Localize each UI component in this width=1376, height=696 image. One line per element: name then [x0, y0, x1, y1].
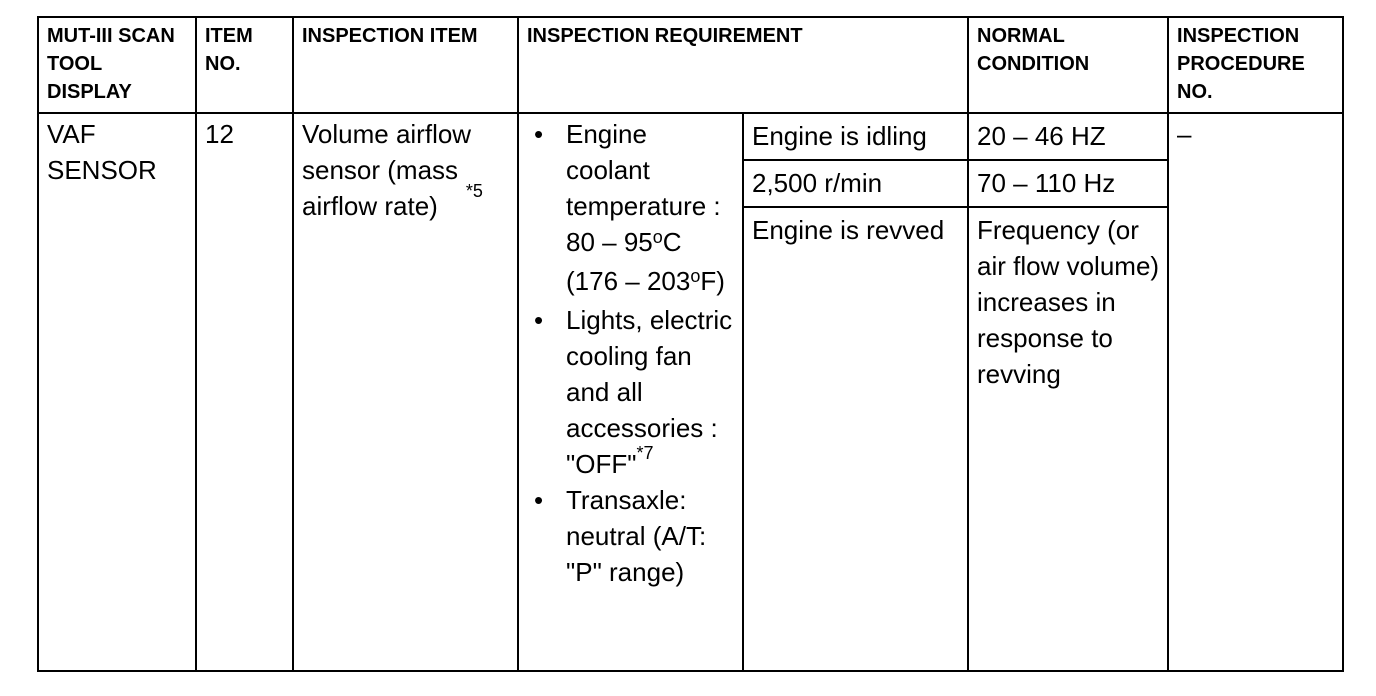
header-scan-tool-display: MUT-III SCAN TOOL DISPLAY	[38, 17, 196, 113]
requirement-transaxle: • Transaxle: neutral (A/T: "P" range)	[527, 482, 738, 590]
cell-normal-2500: 70 – 110 Hz	[968, 160, 1168, 207]
inspection-item-note: *5	[465, 181, 483, 202]
header-inspection-procedure-no: INSPECTION PROCEDURE NO.	[1168, 17, 1343, 113]
coolant-value-f: F)	[700, 266, 725, 296]
requirement-list	[527, 116, 738, 590]
degree-symbol-c: o	[652, 227, 663, 247]
inspection-table	[37, 16, 1344, 672]
inspection-item-text: Volume airflow sensor (mass airflow rate)	[302, 119, 472, 221]
lights-note: *7	[636, 443, 654, 464]
table-row	[38, 113, 1343, 160]
requirement-coolant	[527, 116, 738, 302]
cell-engine-state-revved: Engine is revved	[743, 207, 968, 671]
lights-text: Lights, electric cooling fan and all accessories : "OFF"	[566, 305, 733, 479]
cell-inspection-requirement	[518, 113, 743, 671]
coolant-value-prefix: : 80 – 95	[566, 191, 721, 257]
header-normal-condition: NORMAL CONDITION	[968, 17, 1168, 113]
cell-engine-state-idling: Engine is idling	[743, 113, 968, 160]
cell-scan-tool-display: VAF SENSOR	[38, 113, 196, 671]
header-inspection-item: INSPECTION ITEM	[293, 17, 518, 113]
header-item-no: ITEM NO.	[196, 17, 293, 113]
header-inspection-requirement: INSPECTION REQUIREMENT	[518, 17, 968, 113]
coolant-value-c: C (176 – 203	[566, 227, 691, 296]
cell-normal-idling: 20 – 46 HZ	[968, 113, 1168, 160]
coolant-label: Engine coolant temperature	[566, 119, 707, 221]
header-row	[38, 17, 1343, 113]
requirement-lights	[527, 302, 738, 482]
cell-normal-revved: Frequency (or air flow volume) increases in response to revving	[968, 207, 1168, 671]
cell-engine-state-2500: 2,500 r/min	[743, 160, 968, 207]
cell-item-no: 12	[196, 113, 293, 671]
cell-inspection-procedure-no: –	[1168, 113, 1343, 671]
degree-symbol-f: o	[690, 266, 701, 286]
cell-inspection-item	[293, 113, 518, 671]
